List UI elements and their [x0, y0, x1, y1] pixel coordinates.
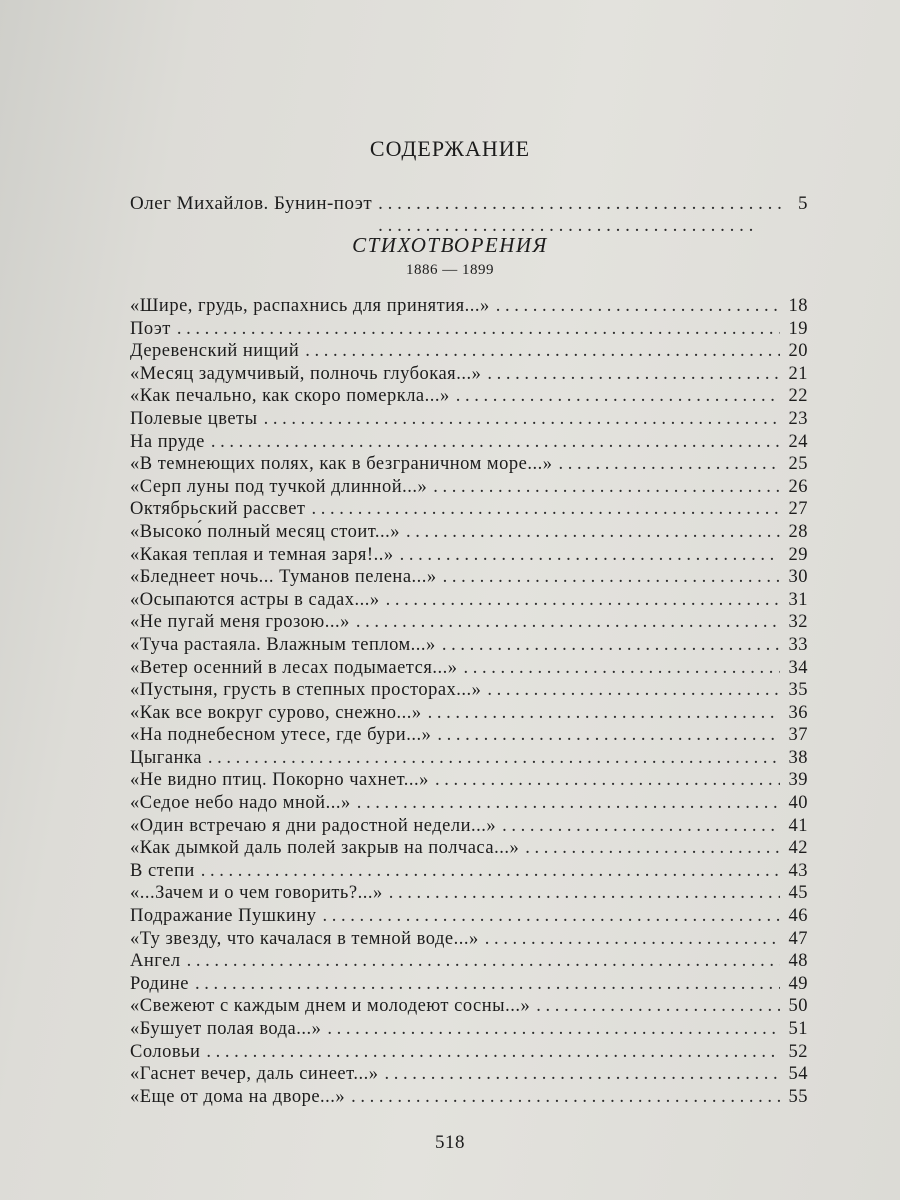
toc-entry-page: 35	[788, 680, 808, 701]
toc-entry-title: «Седое небо надо мной...»	[130, 793, 351, 814]
toc-entry	[130, 319, 808, 342]
toc-entry-title: «Гаснет вечер, даль синеет...»	[130, 1064, 379, 1085]
dot-leader	[264, 409, 780, 430]
toc-entry	[130, 951, 808, 974]
dot-leader	[357, 793, 780, 814]
toc-entry-title: «Пустыня, грусть в степных просторах...»	[130, 680, 482, 701]
dot-leader	[187, 951, 780, 972]
toc-entry-title: На пруде	[130, 431, 205, 452]
toc-entry-title: «Бушует полая вода...»	[130, 1019, 322, 1039]
toc-entry-page: 30	[788, 567, 808, 588]
toc-entry	[130, 748, 808, 771]
dot-leader	[384, 1064, 780, 1085]
toc-entry	[130, 364, 808, 387]
dot-leader	[558, 454, 780, 475]
section-title: СТИХОТВОРЕНИЯ	[352, 233, 548, 257]
toc-entry	[130, 1087, 808, 1110]
section-years: 1886 — 1899	[406, 262, 494, 278]
toc-entry	[130, 341, 808, 364]
dot-leader	[443, 567, 780, 588]
toc-entry	[130, 658, 808, 681]
toc-entry-page: 19	[788, 318, 808, 339]
toc-entry	[130, 906, 808, 929]
toc-entry-title: Олег Михайлов. Бунин-поэт	[130, 193, 373, 214]
toc-entry	[130, 545, 808, 568]
toc-entry-page: 41	[788, 815, 808, 836]
dot-leader	[327, 1019, 780, 1040]
toc-entry	[130, 974, 808, 997]
dot-leader	[386, 590, 780, 611]
toc-entry-intro	[130, 193, 808, 237]
toc-entry-title: «Не видно птиц. Покорно чахнет...»	[130, 770, 429, 791]
dot-leader	[442, 635, 780, 656]
toc-entry	[130, 883, 808, 906]
toc-entry-page: 45	[788, 883, 808, 904]
toc-entry-page: 34	[788, 657, 808, 678]
contents-heading: СОДЕРЖАНИЕ	[369, 136, 531, 161]
toc-entry-page: 22	[788, 386, 808, 407]
page-number: 518	[435, 1132, 465, 1153]
toc-entry	[130, 635, 808, 658]
dot-leader	[389, 883, 780, 904]
toc-entry	[130, 793, 808, 816]
toc-entry-page: 5	[798, 193, 808, 214]
toc-entry	[130, 432, 808, 455]
toc-entry-page: 29	[788, 544, 808, 565]
dot-leader	[435, 770, 780, 791]
toc-entry-page: 32	[788, 612, 808, 633]
toc-entry-page: 52	[788, 1041, 808, 1062]
toc-entry	[130, 703, 808, 726]
dot-leader	[487, 364, 780, 385]
toc-entry	[130, 1042, 808, 1065]
toc-entry-title: «Как все вокруг сурово, снежно...»	[130, 702, 422, 723]
toc-entry-page: 47	[788, 928, 808, 949]
toc-entry	[130, 680, 808, 703]
dot-leader	[406, 522, 780, 543]
toc-entry	[130, 725, 808, 748]
toc-entry-title: «Туча растаяла. Влажным теплом...»	[130, 634, 436, 655]
toc-entry-title: Соловьи	[130, 1041, 201, 1062]
toc-entry-title: «Бледнеет ночь... Туманов пелена...»	[130, 567, 437, 588]
toc-entry-page: 24	[788, 431, 808, 452]
toc-entry-title: «Месяц задумчивый, полночь глубокая...»	[130, 363, 482, 384]
toc-entry-title: «Как дымкой даль полей закрыв на полчаса...»	[130, 838, 520, 859]
toc-entry-page: 33	[788, 634, 808, 655]
toc-entry	[130, 1064, 808, 1087]
toc-entry-page: 31	[788, 589, 808, 610]
dot-leader	[195, 974, 780, 995]
toc-entry-title: «В темнеющих полях, как в безграничном море...»	[130, 454, 553, 475]
toc-entry-title: «Какая теплая и темная заря!..»	[130, 544, 394, 565]
dot-leader	[356, 612, 780, 633]
toc-entry-title: Родине	[130, 973, 189, 994]
dot-leader	[206, 1042, 780, 1063]
dot-leader	[456, 386, 780, 407]
toc-entry-page: 38	[788, 747, 808, 768]
toc-entry	[130, 838, 808, 861]
toc-entry	[130, 296, 808, 319]
toc-entry-page: 21	[788, 363, 808, 384]
toc-entry-title: «Как печально, как скоро померкла...»	[130, 386, 450, 407]
dot-leader	[433, 477, 780, 498]
dot-leader	[177, 319, 780, 340]
toc-entry	[130, 590, 808, 613]
toc-entry-title: «Еще от дома на дворе...»	[130, 1086, 346, 1107]
toc-entry-title: Цыганка	[130, 747, 202, 768]
dot-leader	[428, 703, 780, 724]
toc-list	[130, 296, 808, 1109]
toc-entry-title: «Один встречаю я дни радостной недели...»	[130, 815, 497, 836]
toc-entry-title: Полевые цветы	[130, 408, 258, 429]
toc-entry	[130, 409, 808, 432]
toc-entry	[130, 612, 808, 635]
toc-entry-title: Поэт	[130, 318, 171, 339]
toc-entry	[130, 522, 808, 545]
toc-entry	[130, 454, 808, 477]
dot-leader	[351, 1087, 780, 1108]
dot-leader	[536, 996, 780, 1017]
dot-leader	[400, 545, 780, 566]
toc-entry-page: 40	[788, 793, 808, 814]
dot-leader	[437, 725, 780, 746]
dot-leader	[463, 658, 780, 679]
toc-entry-page: 54	[788, 1064, 808, 1085]
toc-entry-title: Ангел	[130, 951, 181, 972]
toc-entry-page: 51	[788, 1019, 808, 1039]
dot-leader	[305, 341, 780, 362]
dot-leader	[312, 499, 781, 520]
toc-entry-page: 42	[788, 838, 808, 859]
toc-entry-title: «Ту звезду, что качалася в темной воде...»	[130, 928, 479, 949]
toc-entry-title: В степи	[130, 860, 195, 881]
toc-entry-page: 49	[788, 973, 808, 994]
toc-entry-page: 46	[788, 906, 808, 927]
dot-leader	[211, 432, 780, 453]
toc-entry-title: Октябрьский рассвет	[130, 499, 306, 520]
toc-entry-page: 43	[788, 860, 808, 881]
toc-entry-page: 50	[788, 996, 808, 1017]
toc-entry-title: «На поднебесном утесе, где бури...»	[130, 725, 432, 746]
toc-entry	[130, 386, 808, 409]
toc-entry-title: «Не пугай меня грозою...»	[130, 612, 350, 633]
toc-entry	[130, 929, 808, 952]
toc-entry-title: Подражание Пушкину	[130, 906, 317, 927]
toc-entry-page: 20	[788, 341, 808, 362]
toc-entry-page: 37	[788, 725, 808, 746]
dot-leader	[322, 906, 780, 927]
toc-entry	[130, 567, 808, 590]
toc-entry-page: 36	[788, 702, 808, 723]
toc-entry-title: «Серп луны под тучкой длинной...»	[130, 476, 428, 497]
toc-entry-page: 18	[788, 296, 808, 316]
toc-entry-page: 55	[788, 1086, 808, 1107]
toc-entry-title: Деревенский нищий	[130, 341, 300, 362]
dot-leader	[485, 929, 780, 950]
dot-leader	[502, 816, 780, 837]
toc-entry	[130, 499, 808, 522]
toc-entry-page: 39	[788, 770, 808, 791]
toc-entry-title: «Высоко́ полный месяц стоит...»	[130, 521, 401, 542]
dot-leader	[487, 680, 780, 701]
toc-entry	[130, 770, 808, 793]
toc-entry	[130, 477, 808, 500]
toc-entry-page: 28	[788, 521, 808, 542]
toc-entry	[130, 1019, 808, 1042]
toc-entry-title: «Ветер осенний в лесах подымается...»	[130, 657, 458, 678]
toc-entry-page: 23	[788, 408, 808, 429]
dot-leader	[496, 296, 780, 317]
toc-entry	[130, 861, 808, 884]
dot-leader	[208, 748, 780, 769]
toc-entry-page: 26	[788, 476, 808, 497]
dot-leader	[378, 193, 790, 237]
dot-leader	[525, 838, 780, 859]
toc-entry-page: 48	[788, 951, 808, 972]
toc-entry	[130, 996, 808, 1019]
toc-entry-title: «Свежеют с каждым днем и молодеют сосны...»	[130, 996, 531, 1017]
toc-entry-title: «Осыпаются астры в садах...»	[130, 589, 380, 610]
dot-leader	[201, 861, 780, 882]
toc-entry-page: 25	[788, 454, 808, 475]
toc-entry-page: 27	[788, 499, 808, 520]
toc-entry	[130, 816, 808, 839]
toc-entry-title: «Шире, грудь, распахнись для принятия...»	[130, 296, 490, 316]
toc-entry-title: «...Зачем и о чем говорить?...»	[130, 883, 383, 904]
